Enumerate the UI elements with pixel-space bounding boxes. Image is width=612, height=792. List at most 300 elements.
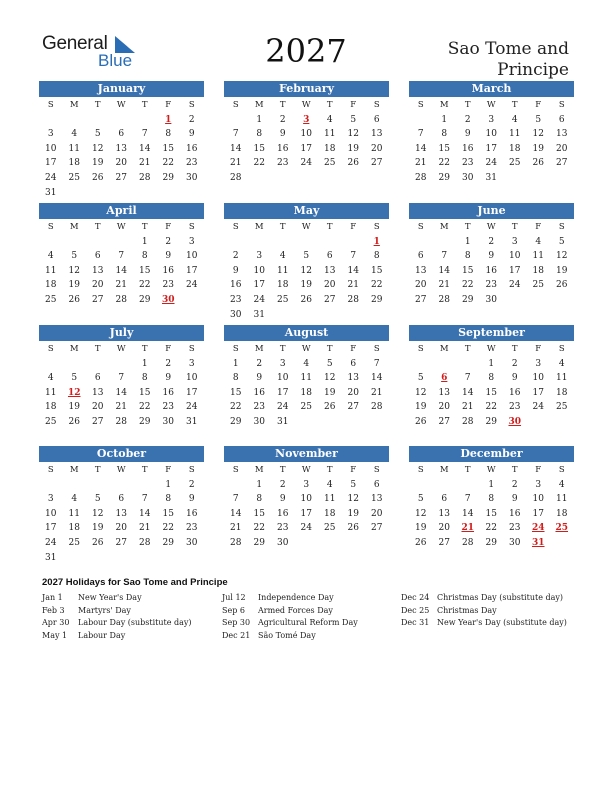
week-row <box>224 386 389 401</box>
day-cell: 28 <box>230 172 242 183</box>
day-cell: 3 <box>47 494 54 505</box>
weekday-label: W <box>301 465 311 475</box>
day-cell: 9 <box>256 373 263 384</box>
day-cell: 18 <box>509 143 521 154</box>
holiday-column <box>401 592 567 630</box>
day-cell: 27 <box>115 537 127 548</box>
weekday-label: T <box>326 465 333 475</box>
day-cell: 11 <box>324 494 336 505</box>
day-cell: 28 <box>462 537 474 548</box>
day-cell: 25 <box>45 294 57 305</box>
holiday-name: Labour Day <box>78 630 126 640</box>
day-cell: 20 <box>438 523 450 534</box>
week-row <box>39 142 204 157</box>
day-cell: 31 <box>45 552 57 563</box>
day-cell: 6 <box>373 114 380 125</box>
logo-text-general: General <box>42 33 108 54</box>
weekday-label: T <box>141 344 148 354</box>
weekday-label: S <box>417 344 424 354</box>
weekday-label: T <box>141 222 148 232</box>
day-cell: 2 <box>511 479 518 490</box>
day-cell: 24 <box>485 158 497 169</box>
week-row <box>39 235 204 250</box>
week-row <box>409 507 574 522</box>
calendar-year: 2027 <box>265 32 347 70</box>
day-cell: 15 <box>139 387 151 398</box>
empty-day-cell <box>110 357 134 372</box>
weekday-label: T <box>94 222 101 232</box>
day-cell: 19 <box>68 280 80 291</box>
day-cell: 16 <box>162 387 174 398</box>
day-cell: 9 <box>188 129 195 140</box>
day-cell: 24 <box>532 402 544 413</box>
day-cell: 19 <box>415 523 427 534</box>
day-cell: 13 <box>371 129 383 140</box>
day-cell: 25 <box>300 402 312 413</box>
day-cell: 9 <box>232 265 239 276</box>
day-cell: 15 <box>371 265 383 276</box>
month-april <box>39 203 204 308</box>
day-cell: 3 <box>47 129 54 140</box>
day-cell: 10 <box>45 143 57 154</box>
week-row <box>39 400 204 415</box>
holiday-date: Apr 30 <box>42 618 70 627</box>
day-cell: 9 <box>165 373 172 384</box>
holiday-entry <box>222 630 358 643</box>
day-cell: 22 <box>462 280 474 291</box>
holidays-title: 2027 Holidays for Sao Tome and Principe <box>42 577 228 588</box>
weekday-label: F <box>165 344 172 354</box>
holiday-day-cell: 12 <box>67 387 81 398</box>
day-cell: 1 <box>464 236 471 247</box>
day-cell: 1 <box>488 358 495 369</box>
holiday-date: Jul 12 <box>222 593 246 602</box>
day-cell: 16 <box>509 508 521 519</box>
day-cell: 4 <box>71 129 78 140</box>
day-cell: 21 <box>230 158 242 169</box>
day-cell: 4 <box>47 251 54 262</box>
day-cell: 11 <box>45 265 57 276</box>
day-cell: 24 <box>186 402 198 413</box>
day-cell: 11 <box>556 373 568 384</box>
month-header: July <box>39 325 204 341</box>
weekday-label: S <box>188 222 195 232</box>
day-cell: 31 <box>277 416 289 427</box>
day-cell: 16 <box>186 143 198 154</box>
empty-day-cell <box>86 113 110 128</box>
day-cell: 15 <box>139 265 151 276</box>
day-cell: 19 <box>347 508 359 519</box>
weekday-label: F <box>535 344 542 354</box>
empty-day-cell <box>86 357 110 372</box>
day-cell: 1 <box>256 114 263 125</box>
day-cell: 4 <box>326 479 333 490</box>
empty-day-cell <box>271 308 295 323</box>
day-cell: 21 <box>139 158 151 169</box>
day-cell: 20 <box>371 508 383 519</box>
week-row <box>39 127 204 142</box>
holiday-day-cell: 25 <box>555 523 569 534</box>
day-cell: 4 <box>558 358 565 369</box>
day-cell: 7 <box>118 373 125 384</box>
day-cell: 24 <box>300 158 312 169</box>
weekday-label: F <box>350 344 357 354</box>
empty-day-cell <box>295 308 319 323</box>
country-name <box>448 39 569 81</box>
day-cell: 5 <box>417 373 424 384</box>
empty-day-cell <box>409 357 433 372</box>
day-cell: 3 <box>488 114 495 125</box>
week-row <box>409 142 574 157</box>
day-cell: 14 <box>438 265 450 276</box>
day-cell: 29 <box>485 537 497 548</box>
day-cell: 10 <box>186 251 198 262</box>
day-cell: 29 <box>462 294 474 305</box>
weekday-label: S <box>232 465 239 475</box>
day-cell: 20 <box>347 387 359 398</box>
day-cell: 29 <box>139 416 151 427</box>
month-october <box>39 446 204 565</box>
week-row <box>39 551 204 566</box>
holiday-day-cell: 31 <box>531 537 545 548</box>
empty-day-cell <box>63 478 87 493</box>
holiday-entry <box>401 617 567 630</box>
month-header: February <box>224 81 389 97</box>
day-cell: 20 <box>324 280 336 291</box>
day-cell: 21 <box>115 280 127 291</box>
country-line-2: Principe <box>497 60 569 80</box>
day-cell: 26 <box>68 294 80 305</box>
week-row <box>39 357 204 372</box>
day-cell: 28 <box>230 537 242 548</box>
empty-day-cell <box>224 113 248 128</box>
weekday-label: S <box>373 344 380 354</box>
empty-day-cell <box>365 415 389 430</box>
weekday-label: S <box>232 222 239 232</box>
day-cell: 28 <box>139 172 151 183</box>
day-cell: 20 <box>92 280 104 291</box>
day-cell: 24 <box>300 523 312 534</box>
day-cell: 14 <box>115 387 127 398</box>
empty-day-cell <box>39 235 63 250</box>
empty-day-cell <box>342 308 366 323</box>
weekday-label: T <box>464 222 471 232</box>
day-cell: 12 <box>347 129 359 140</box>
day-cell: 15 <box>253 508 265 519</box>
day-cell: 23 <box>509 402 521 413</box>
empty-day-cell <box>295 536 319 551</box>
month-header: September <box>409 325 574 341</box>
day-cell: 11 <box>277 265 289 276</box>
empty-day-cell <box>110 186 134 201</box>
empty-day-cell <box>342 415 366 430</box>
holiday-name: Agricultural Reform Day <box>258 618 358 627</box>
holiday-name: New Year's Day (substitute day) <box>437 618 567 627</box>
month-september <box>409 325 574 430</box>
day-cell: 21 <box>415 158 427 169</box>
day-cell: 7 <box>141 494 148 505</box>
day-cell: 4 <box>303 358 310 369</box>
day-cell: 11 <box>300 373 312 384</box>
day-cell: 22 <box>162 158 174 169</box>
empty-day-cell <box>409 478 433 493</box>
day-cell: 17 <box>532 387 544 398</box>
day-cell: 1 <box>141 358 148 369</box>
month-header: December <box>409 446 574 462</box>
day-cell: 7 <box>141 129 148 140</box>
day-cell: 7 <box>232 129 239 140</box>
day-cell: 7 <box>118 251 125 262</box>
month-march <box>409 81 574 186</box>
day-cell: 24 <box>186 280 198 291</box>
day-cell: 13 <box>115 143 127 154</box>
day-cell: 23 <box>462 158 474 169</box>
day-cell: 6 <box>118 494 125 505</box>
week-row <box>39 386 204 401</box>
day-cell: 26 <box>556 280 568 291</box>
day-cell: 25 <box>68 172 80 183</box>
day-cell: 18 <box>45 402 57 413</box>
empty-day-cell <box>133 478 157 493</box>
week-row <box>39 249 204 264</box>
week-row <box>409 264 574 279</box>
week-row <box>224 536 389 551</box>
day-cell: 27 <box>556 158 568 169</box>
day-cell: 8 <box>488 494 495 505</box>
week-row <box>409 127 574 142</box>
day-cell: 6 <box>326 251 333 262</box>
day-cell: 17 <box>300 143 312 154</box>
day-cell: 13 <box>371 494 383 505</box>
weekday-label: T <box>326 344 333 354</box>
day-cell: 5 <box>558 236 565 247</box>
day-cell: 22 <box>139 280 151 291</box>
day-cell: 18 <box>68 523 80 534</box>
day-cell: 14 <box>462 387 474 398</box>
day-cell: 13 <box>556 129 568 140</box>
day-cell: 28 <box>415 172 427 183</box>
holiday-date: Feb 3 <box>42 605 65 615</box>
empty-day-cell <box>527 415 551 430</box>
week-row <box>224 521 389 536</box>
day-cell: 23 <box>230 294 242 305</box>
day-cell: 19 <box>92 158 104 169</box>
day-cell: 16 <box>509 387 521 398</box>
empty-day-cell <box>110 235 134 250</box>
day-cell: 26 <box>532 158 544 169</box>
day-cell: 17 <box>253 280 265 291</box>
day-cell: 14 <box>230 143 242 154</box>
day-cell: 12 <box>556 251 568 262</box>
day-cell: 8 <box>373 251 380 262</box>
empty-day-cell <box>318 171 342 186</box>
day-cell: 30 <box>162 416 174 427</box>
day-cell: 11 <box>509 129 521 140</box>
day-cell: 6 <box>558 114 565 125</box>
day-cell: 4 <box>71 494 78 505</box>
holiday-day-cell: 1 <box>165 114 172 125</box>
weekday-label: W <box>301 100 311 110</box>
day-cell: 28 <box>462 416 474 427</box>
empty-day-cell <box>110 478 134 493</box>
empty-day-cell <box>365 308 389 323</box>
day-cell: 30 <box>253 416 265 427</box>
day-cell: 2 <box>188 479 195 490</box>
weekday-label: T <box>464 344 471 354</box>
holiday-day-cell: 3 <box>303 114 310 125</box>
holiday-name: New Year's Day <box>78 593 142 602</box>
day-cell: 1 <box>165 479 172 490</box>
day-cell: 22 <box>230 402 242 413</box>
weekday-label: S <box>188 100 195 110</box>
weekday-label: F <box>165 100 172 110</box>
weekday-label: S <box>47 344 54 354</box>
day-cell: 20 <box>92 402 104 413</box>
day-cell: 4 <box>558 479 565 490</box>
day-cell: 6 <box>118 129 125 140</box>
day-cell: 23 <box>186 523 198 534</box>
day-cell: 5 <box>350 114 357 125</box>
day-cell: 17 <box>186 265 198 276</box>
weekday-label: M <box>439 465 449 475</box>
week-row <box>224 478 389 493</box>
weekday-label: M <box>254 222 264 232</box>
day-cell: 18 <box>532 265 544 276</box>
day-cell: 3 <box>303 479 310 490</box>
weekday-label: W <box>486 100 496 110</box>
day-cell: 10 <box>532 373 544 384</box>
day-cell: 16 <box>277 143 289 154</box>
weekday-label: T <box>279 100 286 110</box>
day-cell: 16 <box>253 387 265 398</box>
day-cell: 12 <box>415 508 427 519</box>
day-cell: 27 <box>92 294 104 305</box>
month-header: October <box>39 446 204 462</box>
empty-day-cell <box>365 171 389 186</box>
day-cell: 30 <box>509 537 521 548</box>
day-cell: 19 <box>556 265 568 276</box>
week-row <box>409 171 574 186</box>
day-cell: 7 <box>232 494 239 505</box>
weekday-label: F <box>535 222 542 232</box>
month-may <box>224 203 389 322</box>
holiday-name: Martyrs' Day <box>78 605 131 615</box>
day-cell: 6 <box>417 251 424 262</box>
day-cell: 13 <box>415 265 427 276</box>
weekday-header <box>409 97 574 113</box>
week-row <box>224 492 389 507</box>
day-cell: 13 <box>438 508 450 519</box>
empty-day-cell <box>180 186 204 201</box>
empty-day-cell <box>503 293 527 308</box>
day-cell: 27 <box>92 416 104 427</box>
weekday-label: S <box>47 222 54 232</box>
empty-day-cell <box>365 536 389 551</box>
day-cell: 14 <box>347 265 359 276</box>
empty-day-cell <box>110 551 134 566</box>
holiday-column <box>222 592 358 642</box>
week-row <box>409 357 574 372</box>
day-cell: 28 <box>347 294 359 305</box>
weekday-label: T <box>326 100 333 110</box>
holiday-entry <box>42 592 192 605</box>
holiday-date: Sep 30 <box>222 618 251 627</box>
weekday-label: W <box>301 222 311 232</box>
weekday-header <box>39 219 204 235</box>
day-cell: 8 <box>488 373 495 384</box>
day-cell: 28 <box>438 294 450 305</box>
weekday-label: W <box>486 222 496 232</box>
day-cell: 27 <box>324 294 336 305</box>
day-cell: 9 <box>488 251 495 262</box>
empty-day-cell <box>550 171 574 186</box>
day-cell: 26 <box>415 416 427 427</box>
day-cell: 10 <box>485 129 497 140</box>
day-cell: 29 <box>485 416 497 427</box>
day-cell: 19 <box>324 387 336 398</box>
empty-day-cell <box>295 235 319 250</box>
week-row <box>39 415 204 430</box>
empty-day-cell <box>342 235 366 250</box>
day-cell: 22 <box>485 523 497 534</box>
empty-day-cell <box>248 235 272 250</box>
day-cell: 2 <box>165 358 172 369</box>
day-cell: 24 <box>45 172 57 183</box>
day-cell: 4 <box>511 114 518 125</box>
week-row <box>224 142 389 157</box>
weekday-label: T <box>511 100 518 110</box>
empty-day-cell <box>433 357 457 372</box>
day-cell: 22 <box>253 523 265 534</box>
week-row <box>409 400 574 415</box>
day-cell: 23 <box>186 158 198 169</box>
day-cell: 15 <box>253 143 265 154</box>
week-row <box>39 171 204 186</box>
day-cell: 9 <box>165 251 172 262</box>
empty-day-cell <box>318 308 342 323</box>
empty-day-cell <box>133 186 157 201</box>
holiday-entry <box>222 617 358 630</box>
day-cell: 5 <box>94 129 101 140</box>
empty-day-cell <box>86 235 110 250</box>
day-cell: 25 <box>556 402 568 413</box>
weekday-label: F <box>165 465 172 475</box>
empty-day-cell <box>133 113 157 128</box>
day-cell: 23 <box>485 280 497 291</box>
country-line-1: Sao Tome and <box>447 39 569 59</box>
day-cell: 16 <box>277 508 289 519</box>
weekday-label: S <box>417 465 424 475</box>
day-cell: 9 <box>511 373 518 384</box>
holiday-date: May 1 <box>42 630 68 640</box>
day-cell: 26 <box>347 158 359 169</box>
weekday-label: T <box>94 100 101 110</box>
day-cell: 28 <box>115 294 127 305</box>
week-row <box>409 478 574 493</box>
week-row <box>39 478 204 493</box>
week-row <box>409 371 574 386</box>
empty-day-cell <box>527 171 551 186</box>
weekday-header <box>409 341 574 357</box>
empty-day-cell <box>295 171 319 186</box>
day-cell: 8 <box>441 129 448 140</box>
empty-day-cell <box>133 551 157 566</box>
day-cell: 14 <box>139 508 151 519</box>
weekday-label: M <box>69 100 79 110</box>
weekday-label: S <box>373 100 380 110</box>
day-cell: 25 <box>45 416 57 427</box>
empty-day-cell <box>271 171 295 186</box>
